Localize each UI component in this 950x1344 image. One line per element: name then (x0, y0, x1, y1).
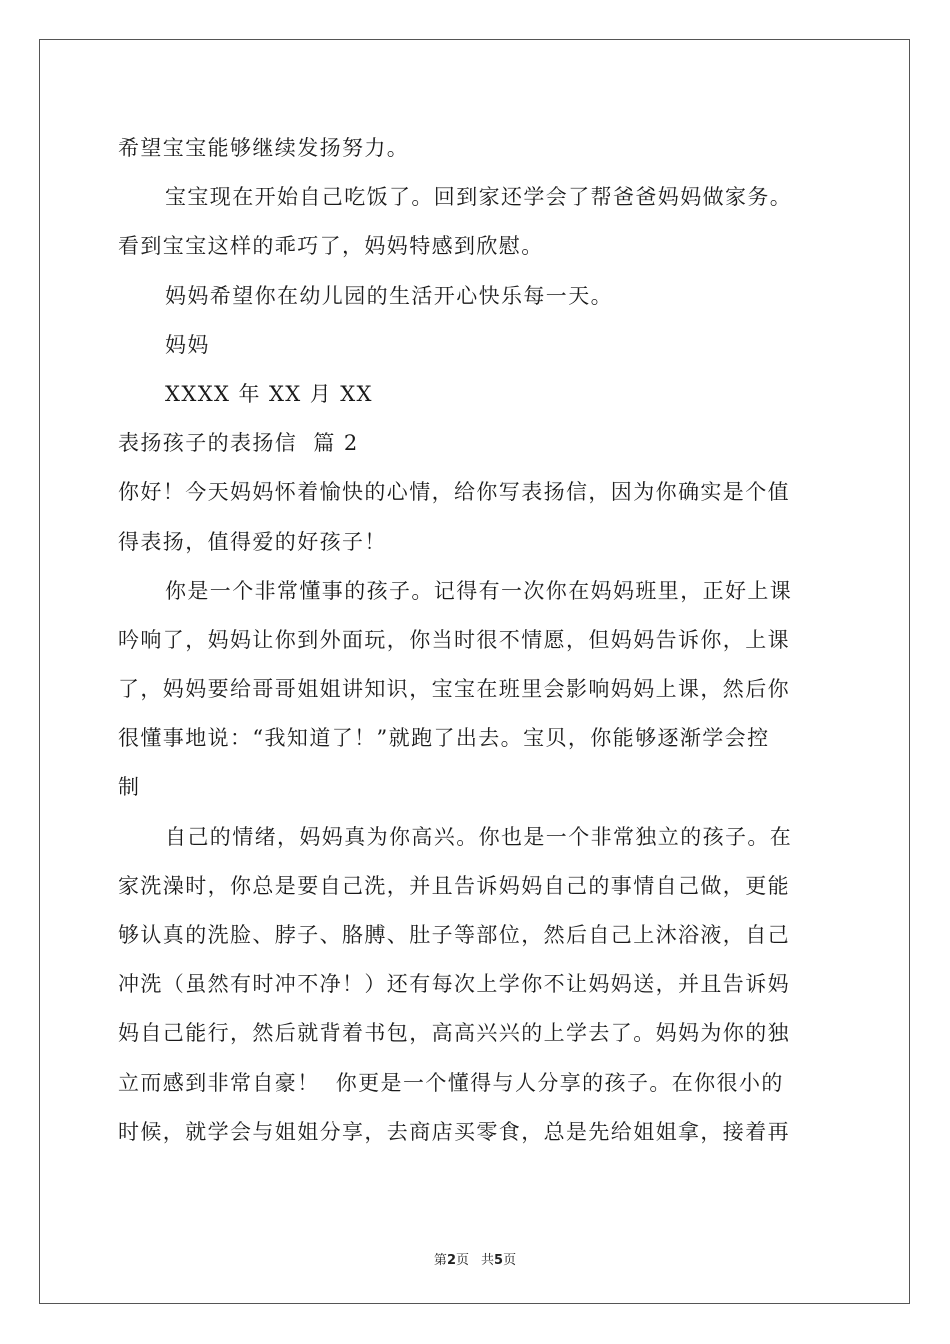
text-line: 时候，就学会与姐姐分享，去商店买零食，总是先给姐姐拿，接着再 (118, 1119, 790, 1144)
page-label-prefix: 第 (433, 1253, 447, 1268)
text-line: 得表扬，值得爱的好孩子！ (118, 529, 387, 554)
text-line: 看到宝宝这样的乖巧了，妈妈特感到欣慰。 (118, 234, 544, 259)
text-line: 制 (118, 775, 141, 800)
document-body (118, 124, 838, 1157)
total-page-number: 5 (494, 1253, 504, 1268)
text-line: 希望宝宝能够继续发扬努力。 (118, 136, 410, 160)
text-line: 你是一个非常懂事的孩子。记得有一次你在妈妈班里，正好上课 (165, 578, 793, 603)
text-line: 宝宝现在开始自己吃饭了。回到家还学会了帮爸爸妈妈做家务。 (165, 185, 793, 210)
page-footer (0, 1249, 950, 1268)
text-line: 吟响了，妈妈让你到外面玩，你当时很不情愿，但妈妈告诉你，上课 (118, 627, 790, 652)
text-line: 自己的情绪，妈妈真为你高兴。你也是一个非常独立的孩子。在 (165, 824, 793, 849)
current-page-number: 2 (446, 1253, 456, 1268)
signature-line: 妈妈 (165, 332, 210, 357)
text-line: 了，妈妈要给哥哥姐姐讲知识，宝宝在班里会影响妈妈上课，然后你 (118, 677, 790, 702)
text-line: 立而感到非常自豪！ 你更是一个懂得与人分享的孩子。在你很小的 (118, 1070, 784, 1095)
total-label-suffix: 页 (503, 1253, 517, 1268)
section-heading: 表扬孩子的表扬信 篇 2 (118, 431, 359, 456)
text-line: 妈自己能行，然后就背着书包，高高兴兴的上学去了。妈妈为你的独 (118, 1021, 790, 1046)
text-line: 冲洗（虽然有时冲不净！）还有每次上学你不让妈妈送，并且告诉妈 (118, 972, 790, 997)
total-label-prefix: 共 (481, 1253, 495, 1268)
text-line: 很懂事地说：“我知道了！”就跑了出去。宝贝，你能够逐渐学会控 (118, 726, 770, 751)
date-line: XXXX 年 XX 月 XX (165, 381, 373, 406)
text-line: 妈妈希望你在幼儿园的生活开心快乐每一天。 (165, 283, 613, 308)
text-line: 你好！今天妈妈怀着愉快的心情，给你写表扬信，因为你确实是个值 (118, 480, 790, 505)
page-label-suffix: 页 (455, 1253, 469, 1268)
text-line: 家洗澡时，你总是要自己洗，并且告诉妈妈自己的事情自己做，更能 (118, 873, 790, 898)
text-line: 够认真的洗脸、脖子、胳膊、肚子等部位，然后自己上沐浴液，自己 (118, 923, 790, 947)
